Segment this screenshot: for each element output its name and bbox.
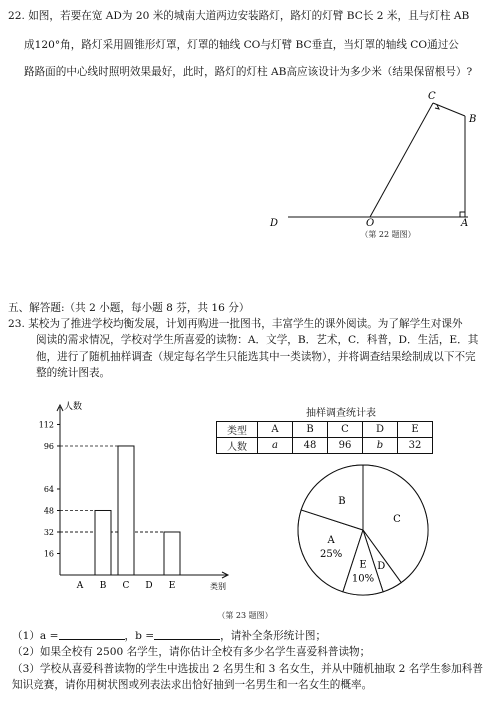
y-tick-label: 48 — [43, 506, 54, 516]
table-cell: 48 — [293, 438, 328, 454]
table-header-cell: D — [363, 422, 398, 438]
pie-value-label: 10% — [351, 573, 375, 585]
bar-chart — [20, 395, 230, 595]
x-axis-label: 类别 — [210, 582, 226, 591]
y-axis-label: 人数 — [64, 402, 83, 412]
table-cell: a — [258, 438, 293, 454]
table-title: 抽样调查统计表 — [306, 408, 376, 419]
y-tick-label: 32 — [43, 527, 54, 537]
sub-question-2: （2）如果全校有 2500 名学生，请你估计全校有多少名学生喜爱科普读物； — [12, 646, 371, 658]
label-D: D — [270, 218, 279, 229]
survey-table — [216, 421, 433, 454]
pie-chart — [285, 460, 445, 600]
table-cell: 人数 — [217, 438, 258, 454]
table-header-cell: A — [258, 422, 293, 438]
y-tick-label: 96 — [43, 441, 54, 451]
pie-label: C — [393, 513, 401, 525]
answer-blank-a[interactable] — [59, 628, 125, 640]
table-cell: b — [363, 438, 398, 454]
y-tick-label: 16 — [43, 549, 54, 559]
x-tick-label: D — [145, 581, 153, 591]
segment-CB — [433, 103, 465, 116]
right-angle-A — [460, 212, 465, 217]
pie-label: B — [338, 496, 346, 508]
label-C: C — [428, 91, 436, 102]
q22-line-1: 22. 如图，若要在宽 AD为 20 米的城南大道两边安装路灯，路灯的灯臂 BC长 2 米，且与灯柱 AB — [8, 10, 470, 22]
pie-label: D — [377, 560, 386, 572]
table-header-cell: E — [398, 422, 433, 438]
x-tick-label: B — [99, 581, 107, 591]
table-header-cell: B — [293, 422, 328, 438]
bar — [118, 446, 134, 575]
x-tick-label: E — [168, 581, 176, 591]
sub-question-1 — [12, 628, 326, 643]
label-B: B — [469, 114, 477, 125]
table-header-row — [217, 422, 433, 438]
sub1-part-a: （1）a = — [12, 630, 59, 642]
q23-line-1: 23. 某校为了推进学校均衡发展，计划再购进一批图书，丰富学生的课外阅读。为了解学生对课外 — [8, 318, 463, 330]
q23-line-4: 整的统计图表。 — [36, 367, 111, 379]
label-O: O — [366, 218, 375, 229]
q22-line-3: 路路面的中心线时照明效果最好，此时，路灯的灯柱 AB高应该设计为多少米（结果保留根号）? — [24, 66, 473, 78]
pie-label: E — [359, 559, 367, 571]
x-tick-label: C — [122, 581, 130, 591]
label-A: A — [461, 218, 469, 229]
bar — [164, 532, 180, 575]
q22-caption: （第 22 题图） — [360, 230, 416, 239]
y-tick-label: 112 — [38, 420, 54, 430]
pie-label: A — [327, 535, 335, 547]
q23-line-2: 阅读的需求情况，学校对学生所喜爱的读物：A．文学，B．艺术，C．科普，D．生活，E．其 — [36, 334, 479, 346]
q23-caption: （第 23 题图） — [217, 611, 273, 620]
q23-line-3: 他，进行了随机抽样调查（规定每名学生只能选其中一类读物），并将调查结果绘制成以下不完 — [36, 351, 476, 363]
sub-question-3-line-1: （3）学校从喜爱科普读物的学生中选拔出 2 名男生和 3 名女生，并从中随机抽取 2 名学生参加科普 — [12, 663, 483, 675]
table-header-cell: C — [328, 422, 363, 438]
table-cell: 32 — [398, 438, 433, 454]
pie-value-label: 25% — [320, 549, 343, 561]
table-header-cell: 类型 — [217, 422, 258, 438]
sub1-part-b: ，b = — [124, 630, 155, 642]
sub-question-3-line-2: 知识竞赛，请你用树状图或列表法求出恰好抽到一名男生和一名女生的概率。 — [12, 679, 373, 691]
y-tick-label: 64 — [43, 484, 54, 494]
q22-line-2: 成120°角，路灯采用圆锥形灯罩，灯罩的轴线 CO与灯臂 BC垂直，当灯罩的轴线 CO通过公 — [24, 39, 459, 51]
answer-blank-b[interactable] — [154, 628, 220, 640]
table-cell: 96 — [328, 438, 363, 454]
bar — [95, 510, 111, 575]
sub1-part-c: ，请补全条形统计图； — [220, 630, 327, 642]
table-row — [217, 438, 433, 454]
segment-OC — [370, 103, 433, 217]
section-heading: 五、解答题:（共 2 小题，每小题 8 芬，共 16 分） — [8, 302, 250, 314]
x-tick-label: A — [76, 581, 84, 591]
